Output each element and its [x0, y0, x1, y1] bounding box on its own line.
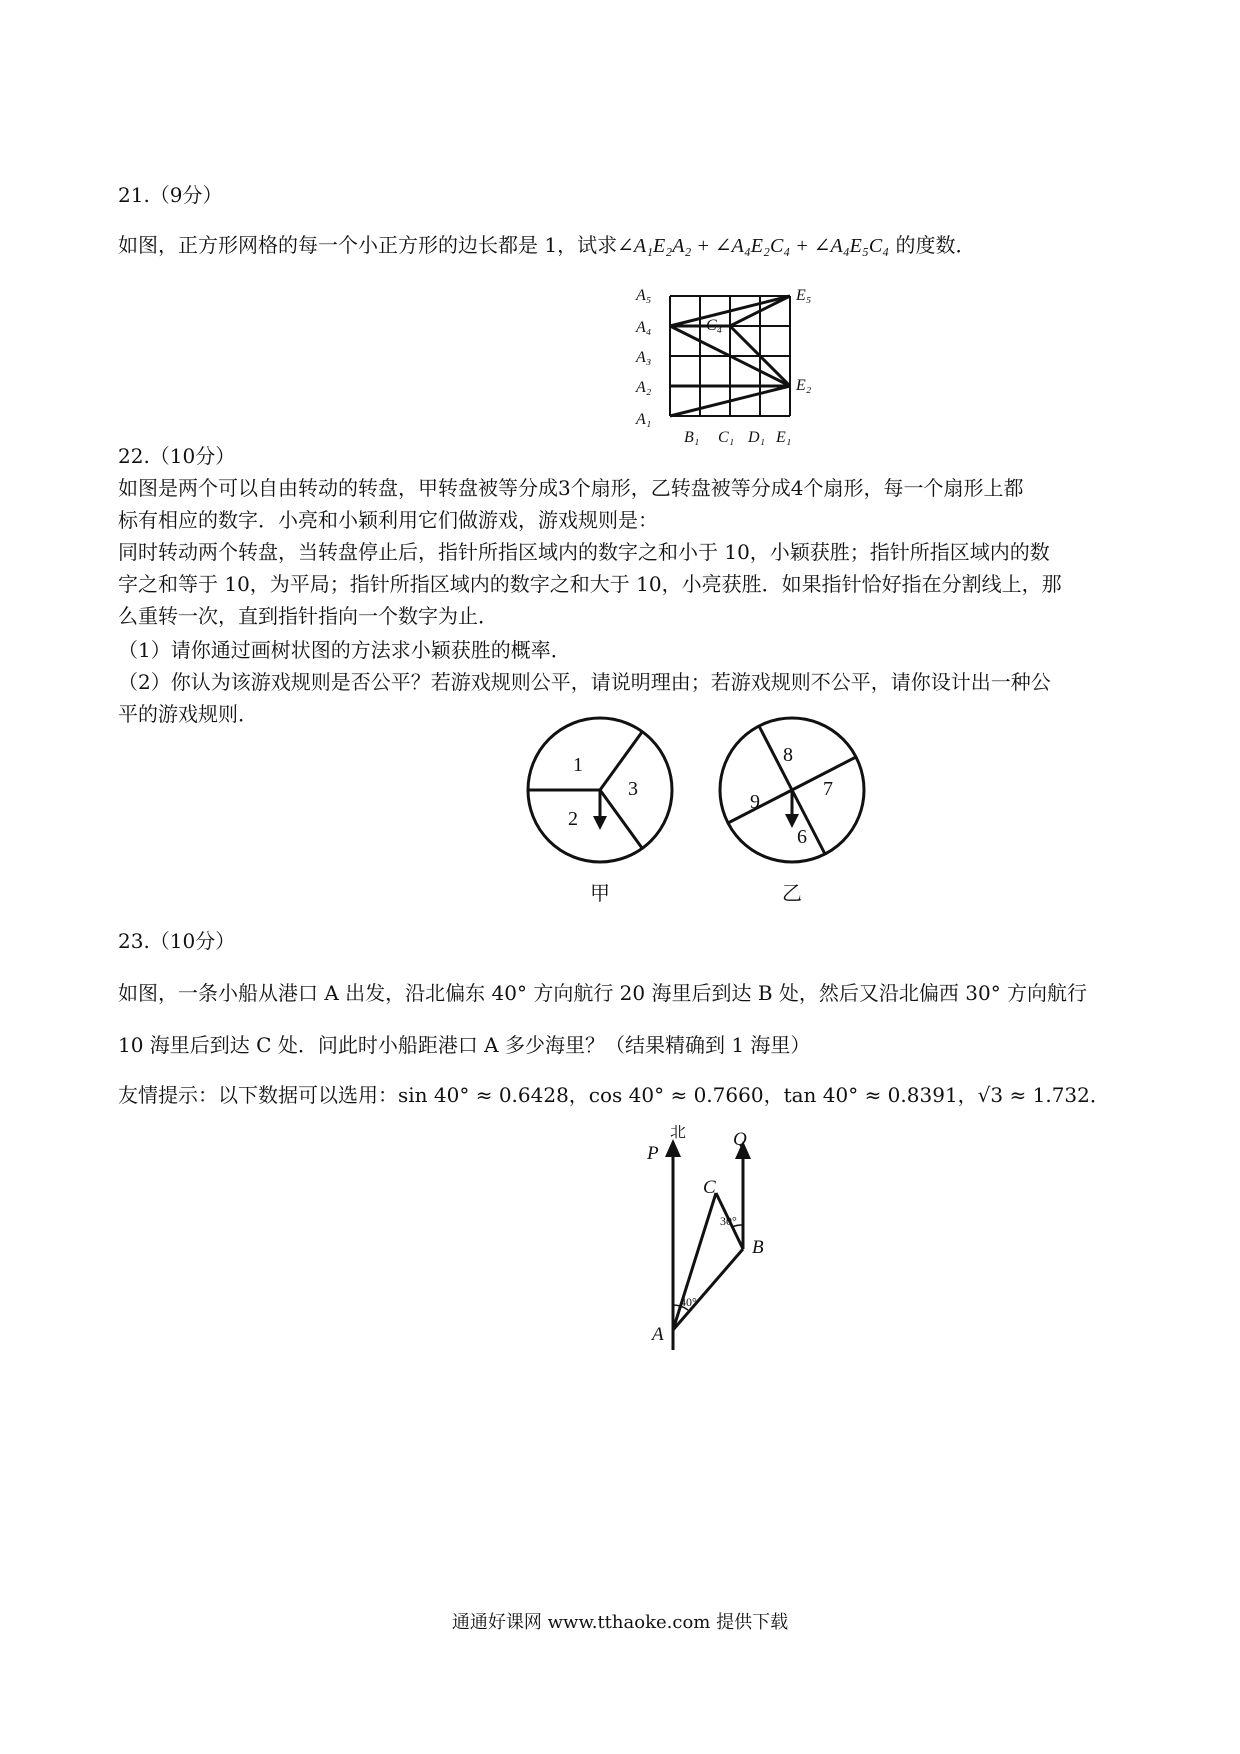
label-e2: E₂ — [796, 377, 812, 394]
label-a3: A₃ — [636, 349, 652, 366]
spinner-jia-number-2: 2 — [568, 808, 578, 830]
q21-prompt — [118, 230, 1128, 261]
spinner-yi-number-8: 8 — [783, 744, 793, 766]
q23-line-1: 如图，一条小船从港口 A 出发，沿北偏东 40° 方向航行 20 海里后到达 B 处，然后又沿北偏西 30° 方向航行 — [118, 981, 1088, 1005]
q21-prompt-before: 如图，正方形网格的每一个小正方形的边长都是 1，试求 — [118, 233, 618, 257]
label-c1: C₁ — [718, 429, 735, 446]
spinner-yi — [710, 710, 880, 910]
q22-line-8: 平的游戏规则． — [118, 702, 258, 726]
q22-line-4: 字之和等于 10，为平局；指针所指区域内的数字之和大于 10，小亮获胜．如果指针恰好指在分割线上，那 — [118, 572, 1062, 596]
label-a1: A₁ — [636, 411, 652, 428]
q23-hint: 友情提示：以下数据可以选用：sin 40° ≈ 0.6428，cos 40° ≈ 0.7660，tan 40° ≈ 0.8391，√3 ≈ 1.732． — [118, 1083, 1110, 1107]
q21-prompt-after: 的度数． — [889, 233, 976, 257]
label-a4: A₄ — [636, 319, 652, 336]
q21-header: 21.（9分） — [118, 183, 223, 207]
q22-header: 22.（10分） — [118, 444, 236, 468]
spinner-yi-caption: 乙 — [782, 883, 802, 905]
north-arrow-icon — [665, 1139, 681, 1157]
label-d1: D₁ — [748, 429, 766, 446]
angle-b-label: 30° — [720, 1214, 737, 1228]
spinner-jia — [520, 710, 690, 910]
label-e5: E₅ — [796, 287, 812, 304]
label-c4: C₄ — [706, 317, 723, 334]
label-a2: A₂ — [636, 379, 652, 396]
q22-line-2: 标有相应的数字．小亮和小颖利用它们做游戏，游戏规则是： — [118, 508, 658, 532]
q23-navigation-figure — [630, 1125, 790, 1360]
label-c: C — [703, 1177, 716, 1198]
spinner-jia-number-1: 1 — [573, 754, 583, 776]
q22-line-5: 么重转一次，直到指针指向一个数字为止． — [118, 604, 498, 628]
label-b1: B₁ — [684, 429, 700, 446]
q22-line-3: 同时转动两个转盘，当转盘停止后，指针所指区域内的数字之和小于 10，小颖获胜；指针所指区域内的数 — [118, 540, 1050, 564]
label-north: 北 — [670, 1125, 687, 1141]
label-a5: A₅ — [636, 287, 652, 304]
spinner-yi-number-9: 9 — [750, 791, 760, 813]
q22-subquestion-1: （1）请你通过画树状图的方法求小颖获胜的概率． — [118, 638, 571, 662]
spinner-yi-number-6: 6 — [797, 826, 807, 848]
label-p: P — [647, 1143, 659, 1164]
angle-a-label: 40° — [680, 1295, 697, 1309]
label-q: Q — [733, 1129, 747, 1150]
label-e1: E₁ — [776, 429, 792, 446]
spinner-yi-number-7: 7 — [823, 778, 833, 800]
q21-grid-figure — [630, 282, 840, 462]
label-a: A — [652, 1324, 664, 1345]
q21-expression: ∠A₁E₂A₂ + ∠A₄E₂C₄ + ∠A₄E₅C₄ — [617, 235, 890, 257]
label-b: B — [752, 1237, 764, 1258]
footer: 通通好课网 www.tthaoke.com 提供下载 — [451, 1612, 789, 1633]
q23-header: 23.（10分） — [118, 929, 236, 953]
q23-line-2: 10 海里后到达 C 处．问此时小船距港口 A 多少海里？（结果精确到 1 海里） — [118, 1033, 811, 1057]
pointer-arrow-icon — [593, 816, 607, 830]
spinner-jia-number-3: 3 — [628, 778, 638, 800]
q22-subquestion-2: （2）你认为该游戏规则是否公平？若游戏规则公平，请说明理由；若游戏规则不公平，请你设计出一种公 — [118, 670, 1051, 694]
spinner-jia-caption: 甲 — [590, 883, 610, 905]
q22-line-1: 如图是两个可以自由转动的转盘，甲转盘被等分成3个扇形，乙转盘被等分成4个扇形，每一个扇形上都 — [118, 476, 1024, 500]
